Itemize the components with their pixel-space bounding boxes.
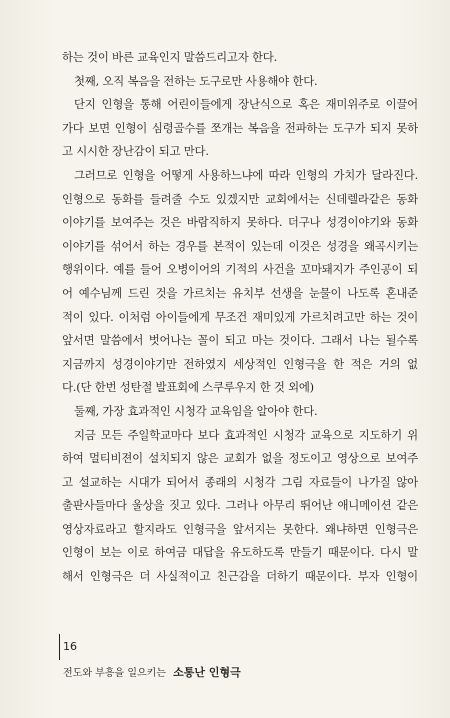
text-line: 둘째, 가장 효과적인 시청각 교육임을 알아야 한다. — [74, 403, 318, 418]
text-line: 이야기를 섞어서 하는 경우를 본적이 있는데 이것은 성경을 왜곡시키는 — [62, 238, 418, 253]
text-line: 하여 멀티비젼이 설치되지 않은 교회가 없을 정도이고 영상으로 보여주 — [62, 451, 418, 466]
footer-divider — [59, 634, 60, 660]
text-line: 가다 보면 인형이 심령골수를 쪼개는 복음을 전파하는 도구가 되지 못하 — [62, 120, 418, 135]
text-line: 영상자료라고 할지라도 인형극을 앞서지는 못한다. 왜냐하면 인형극은 — [62, 521, 418, 536]
text-line: 첫째, 오직 복음을 전하는 도구로만 사용해야 한다. — [74, 73, 318, 88]
text-line: 해서 인형극은 더 사실적이고 친근감을 더하기 때문이다. 부자 인형이 — [62, 569, 418, 584]
text-line: 적이 있다. 이처럼 아이들에게 무조건 재미있게 가르치려고만 하는 것이 — [62, 309, 418, 324]
text-line: 앞서면 말씀에서 벗어나는 꼴이 되고 마는 것이다. 그래서 나는 될수록 — [62, 333, 418, 348]
text-line: 단지 인형을 통해 어린이들에게 장난식으로 혹은 재미위주로 이끌어 — [74, 97, 418, 112]
text-line: 출판사들마다 울상을 짓고 있다. 그러나 아무리 뛰어난 애니메이션 같은 — [62, 498, 418, 513]
book-title: 소통난 인형극 — [173, 666, 241, 679]
body-text — [62, 46, 418, 589]
text-line: 고 시시한 장난감이 되고 만다. — [62, 144, 209, 159]
text-line: 인형이 보는 이로 하여금 대답을 유도하도록 만들기 때문이다. 다시 말 — [62, 545, 418, 560]
text-line: 행위이다. 예를 들어 오병이어의 기적의 사건을 꼬마돼지가 주인공이 되 — [62, 262, 418, 277]
running-head — [63, 664, 241, 680]
text-line: 고 설교하는 시대가 되어서 종래의 시청각 그림 자료들이 나가질 않아 — [62, 474, 418, 489]
text-line: 다.(단 한번 성탄절 발표회에 스쿠루우지 한 것 외에) — [62, 380, 314, 395]
text-line: 인형으로 동화를 들려줄 수도 있겠지만 교회에서는 신데렐라같은 동화 — [62, 191, 418, 206]
text-line: 지금까지 성경이야기만 전하였지 세상적인 인형극을 한 적은 거의 없 — [62, 356, 418, 371]
text-line: 하는 것이 바른 교육인지 말씀드리고자 한다. — [62, 50, 277, 64]
text-line: 그러므로 인형을 어떻게 사용하느냐에 따라 인형의 가치가 달라진다. — [74, 167, 418, 182]
text-line: 어 예수님께 드린 것을 가르치는 유치부 선생을 눈물이 나도록 혼내준 — [62, 285, 418, 300]
page-number: 16 — [63, 640, 77, 653]
text-line: 이야기를 보여주는 것은 바람직하지 못하다. 더구나 성경이야기와 동화 — [62, 215, 418, 230]
running-head-text: 전도와 부흥을 일으키는 — [63, 668, 166, 679]
text-line: 지금 모든 주일학교마다 보다 효과적인 시청각 교육으로 지도하기 위 — [74, 427, 418, 442]
